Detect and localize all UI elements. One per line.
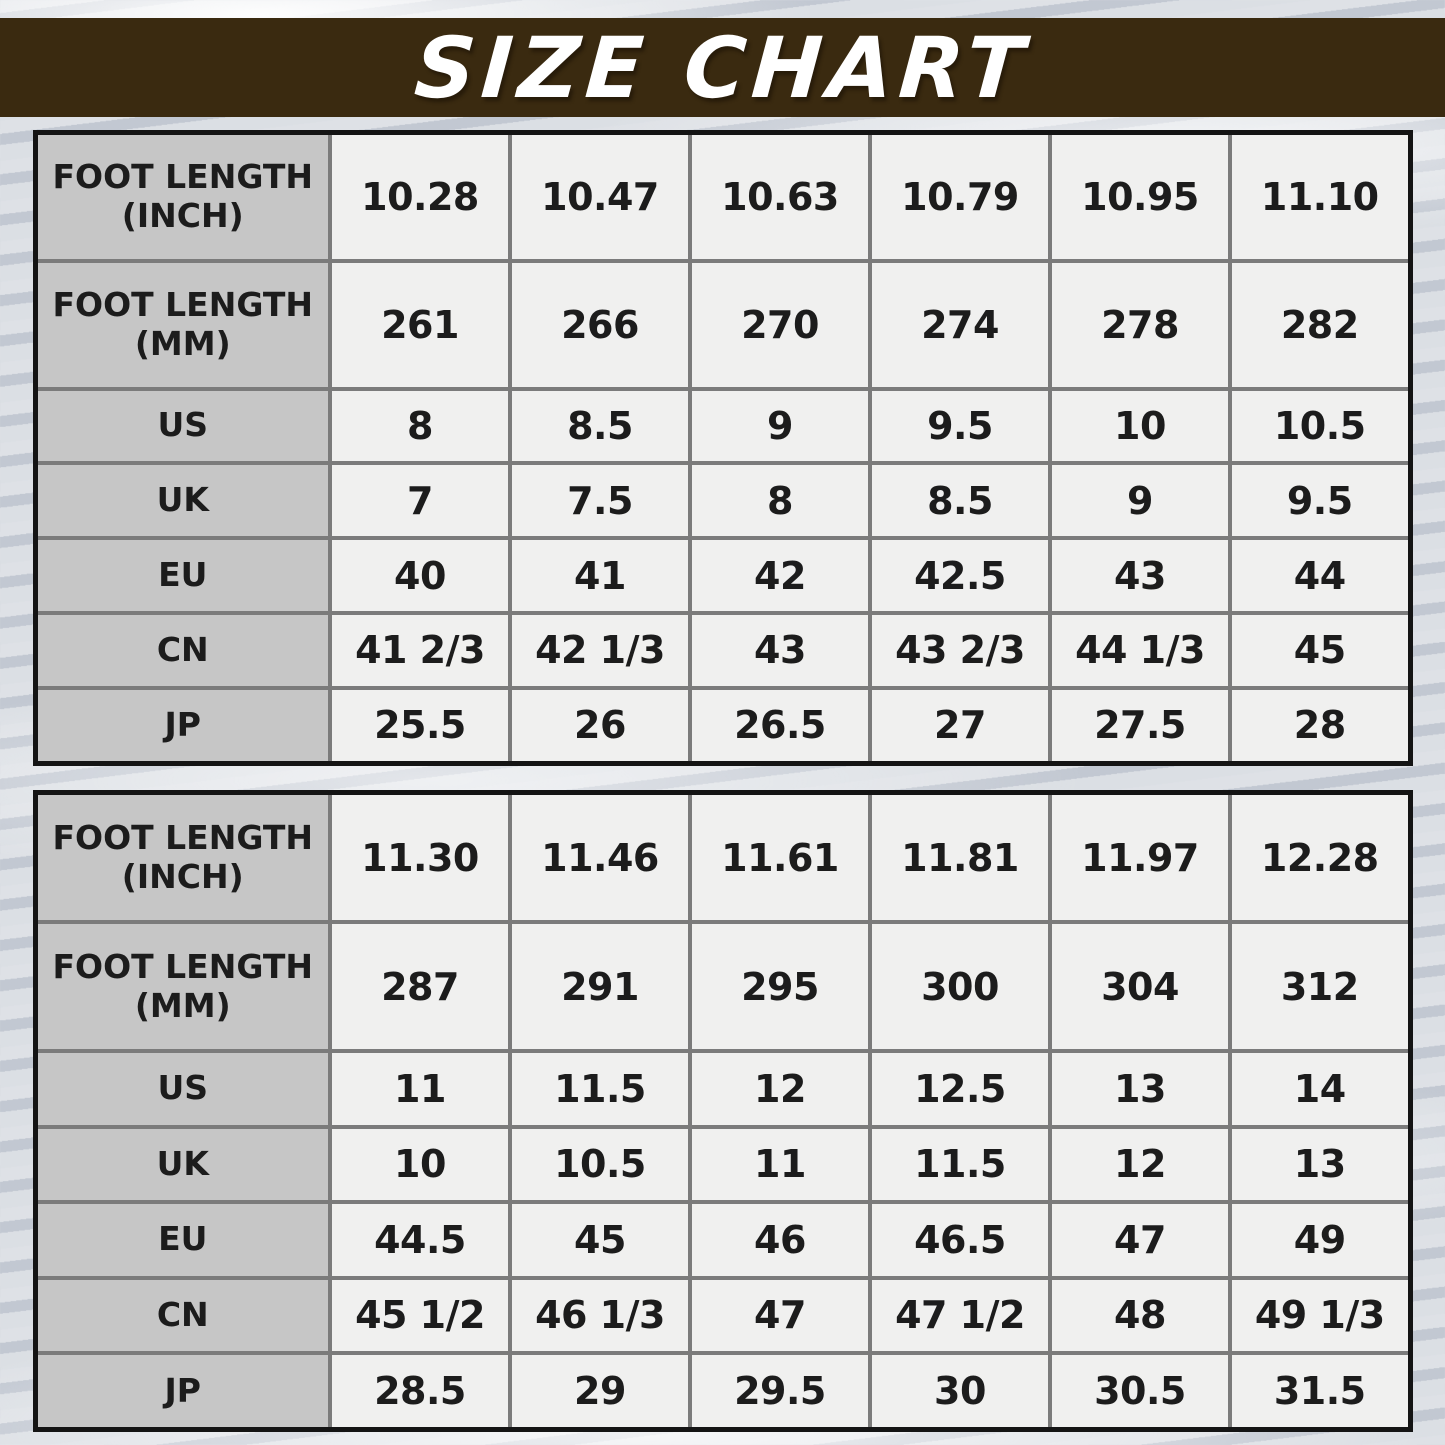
cell-eu-col6: 49 xyxy=(1230,1202,1410,1278)
row-label-eu: EU xyxy=(35,1202,330,1278)
cell-foot-length-mm-col1: 261 xyxy=(330,261,510,389)
cell-uk-col3: 8 xyxy=(690,463,870,538)
cell-eu-col1: 40 xyxy=(330,538,510,613)
cell-jp-col1: 25.5 xyxy=(330,688,510,764)
cell-eu-col1: 44.5 xyxy=(330,1202,510,1278)
cell-jp-col5: 30.5 xyxy=(1050,1353,1230,1429)
cell-foot-length-mm-col5: 304 xyxy=(1050,922,1230,1051)
row-label-cn: CN xyxy=(35,1278,330,1354)
cell-jp-col1: 28.5 xyxy=(330,1353,510,1429)
table-row-uk xyxy=(35,463,1410,538)
cell-foot-length-inch-col6: 11.10 xyxy=(1230,133,1410,261)
row-label-foot-length-inch: FOOT LENGTH (INCH) xyxy=(35,793,330,923)
size-chart-banner xyxy=(0,18,1445,117)
cell-us-col3: 9 xyxy=(690,389,870,464)
cell-us-col1: 11 xyxy=(330,1051,510,1127)
cell-us-col4: 9.5 xyxy=(870,389,1050,464)
cell-uk-col4: 11.5 xyxy=(870,1127,1050,1203)
cell-foot-length-inch-col4: 11.81 xyxy=(870,793,1050,923)
row-label-uk: UK xyxy=(35,463,330,538)
cell-uk-col2: 10.5 xyxy=(510,1127,690,1203)
cell-uk-col5: 9 xyxy=(1050,463,1230,538)
cell-cn-col2: 42 1/3 xyxy=(510,613,690,688)
cell-uk-col6: 9.5 xyxy=(1230,463,1410,538)
table-row-us xyxy=(35,1051,1410,1127)
row-label-eu: EU xyxy=(35,538,330,613)
cell-foot-length-mm-col5: 278 xyxy=(1050,261,1230,389)
table-row-eu xyxy=(35,1202,1410,1278)
cell-eu-col6: 44 xyxy=(1230,538,1410,613)
row-label-us: US xyxy=(35,389,330,464)
cell-foot-length-mm-col3: 270 xyxy=(690,261,870,389)
cell-uk-col1: 7 xyxy=(330,463,510,538)
cell-us-col6: 10.5 xyxy=(1230,389,1410,464)
cell-uk-col4: 8.5 xyxy=(870,463,1050,538)
cell-foot-length-inch-col3: 10.63 xyxy=(690,133,870,261)
row-label-uk: UK xyxy=(35,1127,330,1203)
cell-cn-col5: 44 1/3 xyxy=(1050,613,1230,688)
cell-jp-col2: 29 xyxy=(510,1353,690,1429)
cell-cn-col2: 46 1/3 xyxy=(510,1278,690,1354)
table-row-foot-length-inch xyxy=(35,793,1410,923)
cell-foot-length-inch-col3: 11.61 xyxy=(690,793,870,923)
cell-cn-col4: 47 1/2 xyxy=(870,1278,1050,1354)
table-row-jp xyxy=(35,688,1410,764)
cell-cn-col5: 48 xyxy=(1050,1278,1230,1354)
cell-us-col6: 14 xyxy=(1230,1051,1410,1127)
cell-foot-length-mm-col4: 300 xyxy=(870,922,1050,1051)
row-label-cn: CN xyxy=(35,613,330,688)
cell-foot-length-inch-col2: 10.47 xyxy=(510,133,690,261)
cell-cn-col4: 43 2/3 xyxy=(870,613,1050,688)
page-title: SIZE CHART xyxy=(411,18,1034,117)
cell-us-col2: 8.5 xyxy=(510,389,690,464)
cell-us-col5: 10 xyxy=(1050,389,1230,464)
cell-foot-length-mm-col4: 274 xyxy=(870,261,1050,389)
cell-eu-col2: 41 xyxy=(510,538,690,613)
cell-jp-col3: 29.5 xyxy=(690,1353,870,1429)
cell-us-col5: 13 xyxy=(1050,1051,1230,1127)
table-row-cn xyxy=(35,1278,1410,1354)
cell-jp-col4: 27 xyxy=(870,688,1050,764)
cell-foot-length-inch-col4: 10.79 xyxy=(870,133,1050,261)
row-label-us: US xyxy=(35,1051,330,1127)
cell-foot-length-mm-col1: 287 xyxy=(330,922,510,1051)
cell-uk-col6: 13 xyxy=(1230,1127,1410,1203)
cell-us-col2: 11.5 xyxy=(510,1051,690,1127)
cell-uk-col5: 12 xyxy=(1050,1127,1230,1203)
table-row-foot-length-inch xyxy=(35,133,1410,261)
cell-foot-length-inch-col2: 11.46 xyxy=(510,793,690,923)
cell-foot-length-inch-col1: 11.30 xyxy=(330,793,510,923)
cell-foot-length-mm-col6: 312 xyxy=(1230,922,1410,1051)
cell-uk-col3: 11 xyxy=(690,1127,870,1203)
row-label-jp: JP xyxy=(35,688,330,764)
table-row-jp xyxy=(35,1353,1410,1429)
cell-cn-col3: 43 xyxy=(690,613,870,688)
row-label-foot-length-inch: FOOT LENGTH (INCH) xyxy=(35,133,330,261)
cell-us-col3: 12 xyxy=(690,1051,870,1127)
cell-jp-col3: 26.5 xyxy=(690,688,870,764)
row-label-jp: JP xyxy=(35,1353,330,1429)
row-label-foot-length-mm: FOOT LENGTH (MM) xyxy=(35,922,330,1051)
cell-us-col4: 12.5 xyxy=(870,1051,1050,1127)
cell-cn-col6: 49 1/3 xyxy=(1230,1278,1410,1354)
cell-eu-col5: 47 xyxy=(1050,1202,1230,1278)
cell-eu-col3: 46 xyxy=(690,1202,870,1278)
cell-eu-col5: 43 xyxy=(1050,538,1230,613)
cell-eu-col3: 42 xyxy=(690,538,870,613)
table-row-foot-length-mm xyxy=(35,922,1410,1051)
cell-cn-col6: 45 xyxy=(1230,613,1410,688)
cell-foot-length-mm-col2: 291 xyxy=(510,922,690,1051)
cell-foot-length-mm-col2: 266 xyxy=(510,261,690,389)
table-row-uk xyxy=(35,1127,1410,1203)
size-table-us-8-to-10-5 xyxy=(33,130,1413,766)
cell-uk-col1: 10 xyxy=(330,1127,510,1203)
cell-cn-col1: 41 2/3 xyxy=(330,613,510,688)
table-row-cn xyxy=(35,613,1410,688)
cell-eu-col2: 45 xyxy=(510,1202,690,1278)
cell-eu-col4: 42.5 xyxy=(870,538,1050,613)
cell-jp-col5: 27.5 xyxy=(1050,688,1230,764)
cell-jp-col6: 28 xyxy=(1230,688,1410,764)
cell-us-col1: 8 xyxy=(330,389,510,464)
cell-foot-length-mm-col3: 295 xyxy=(690,922,870,1051)
cell-foot-length-inch-col5: 10.95 xyxy=(1050,133,1230,261)
table-row-eu xyxy=(35,538,1410,613)
table-row-us xyxy=(35,389,1410,464)
cell-uk-col2: 7.5 xyxy=(510,463,690,538)
cell-jp-col4: 30 xyxy=(870,1353,1050,1429)
cell-cn-col1: 45 1/2 xyxy=(330,1278,510,1354)
cell-foot-length-inch-col1: 10.28 xyxy=(330,133,510,261)
size-table-us-11-to-14 xyxy=(33,790,1413,1432)
cell-foot-length-inch-col6: 12.28 xyxy=(1230,793,1410,923)
cell-jp-col2: 26 xyxy=(510,688,690,764)
cell-foot-length-inch-col5: 11.97 xyxy=(1050,793,1230,923)
table-row-foot-length-mm xyxy=(35,261,1410,389)
row-label-foot-length-mm: FOOT LENGTH (MM) xyxy=(35,261,330,389)
cell-cn-col3: 47 xyxy=(690,1278,870,1354)
cell-jp-col6: 31.5 xyxy=(1230,1353,1410,1429)
cell-eu-col4: 46.5 xyxy=(870,1202,1050,1278)
cell-foot-length-mm-col6: 282 xyxy=(1230,261,1410,389)
